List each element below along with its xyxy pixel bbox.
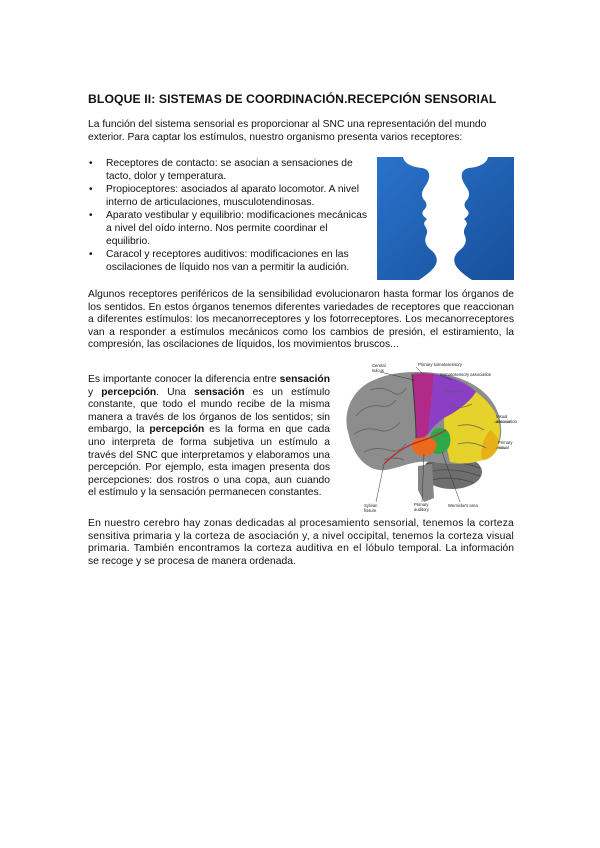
bold-term: percepción <box>149 424 205 436</box>
text-run: En nuestro cerebro hay zonas dedicadas al procesamiento sensorial, tenemos la corteza sensitiva primaria y la corteza de asociación y, a nivel occipital, tenemos la corteza visual primaria. También encontramos la corteza auditiva en el lóbulo <box>88 518 514 555</box>
text-run: es la forma en que cada uno interpreta de forma subjetiva un estímulo a través del SNC que interpretamos y elaboramos una percepción. Por ejemplo, esta imagen presenta dos percepciones: dos rostros o una copa, aun cuando el estímulo y la sensación permanecen constantes. <box>88 424 330 499</box>
label-primary-auditory: Primary auditory <box>414 502 429 512</box>
label-primary-somatosensory: Primary somatosensory <box>418 362 462 367</box>
bold-term: sensación <box>279 374 330 385</box>
cortex-paragraph <box>88 518 514 568</box>
label-central-sulcus: Central sulcus <box>372 363 386 373</box>
list-item <box>88 158 373 183</box>
label-sylvian-fissure: Sylvian fissure <box>364 503 378 513</box>
sensation-perception-paragraph <box>88 374 330 500</box>
list-item <box>88 184 373 209</box>
brainstem-shape <box>418 464 434 502</box>
label-somatosensory-association: Somatosensory association <box>440 372 492 377</box>
label-wernickes-area: Wernicke's area <box>448 503 478 508</box>
text-run: . Una <box>156 386 195 398</box>
list-item-text: Aparato vestibular y equilibrio: modificaciones mecánicas a nivel del oído interno. Nos permite coordinar el equilibrio. <box>106 210 367 247</box>
list-item <box>88 210 373 248</box>
receptor-list <box>88 158 373 275</box>
list-item-text: Caracol y receptores auditivos: modificaciones en las oscilaciones de líquido nos van a permitir la audición. <box>106 249 350 273</box>
text-run: Es importante conocer la diferencia entre <box>88 374 280 385</box>
brain-cortex-diagram <box>334 360 517 516</box>
receptors-paragraph: Algunos receptores periféricos de la sensibilidad evolucionaron hasta formar los órganos de los sentidos. En estos órganos tenemos diferentes variedades de receptores que reaccionan a diferentes estímulos: los mecanorreceptores y los fotorreceptores. Los mecanorreceptores van a responder a estímulos mecánicos como los cambios de presión, el estiramiento, la compresión, las oscilaciones de líquidos, los movimientos bruscos... <box>88 289 514 351</box>
bold-term: percepción <box>101 386 157 398</box>
label-visual-association: Visual association <box>496 414 517 424</box>
bullet-icon: • <box>89 249 93 261</box>
text-run: es un estímulo constante, que todo el mundo recibe de la misma manera a través de los órganos de los sentidos; sin embargo, la <box>88 386 331 436</box>
intro-paragraph: La función del sistema sensorial es proporcionar al SNC una representación del mundo exterior. Para captar los estímulos, nuestro organismo presenta varios receptores: <box>88 119 487 143</box>
bullet-icon: • <box>89 184 93 196</box>
label-primary-visual: Primary visual <box>498 440 513 450</box>
text-run: temporal. La información se recoge y se procesa de manera ordenada. <box>88 543 514 567</box>
list-item-text: Propioceptores: asociados al aparato locomotor. A nivel interno de articulaciones, musculotendinosas. <box>106 184 359 208</box>
bullet-icon: • <box>89 210 93 222</box>
list-item <box>88 249 373 274</box>
faces-vase-illusion-image <box>377 157 514 280</box>
text-run: y <box>88 386 102 398</box>
bold-term: sensación <box>194 386 245 398</box>
bullet-icon: • <box>89 158 93 169</box>
page-title: BLOQUE II: SISTEMAS DE COORDINACIÓN.RECEPCIÓN SENSORIAL <box>88 92 497 106</box>
list-item-text: Receptores de contacto: se asocian a sensaciones de tacto, dolor y temperatura. <box>106 158 353 182</box>
